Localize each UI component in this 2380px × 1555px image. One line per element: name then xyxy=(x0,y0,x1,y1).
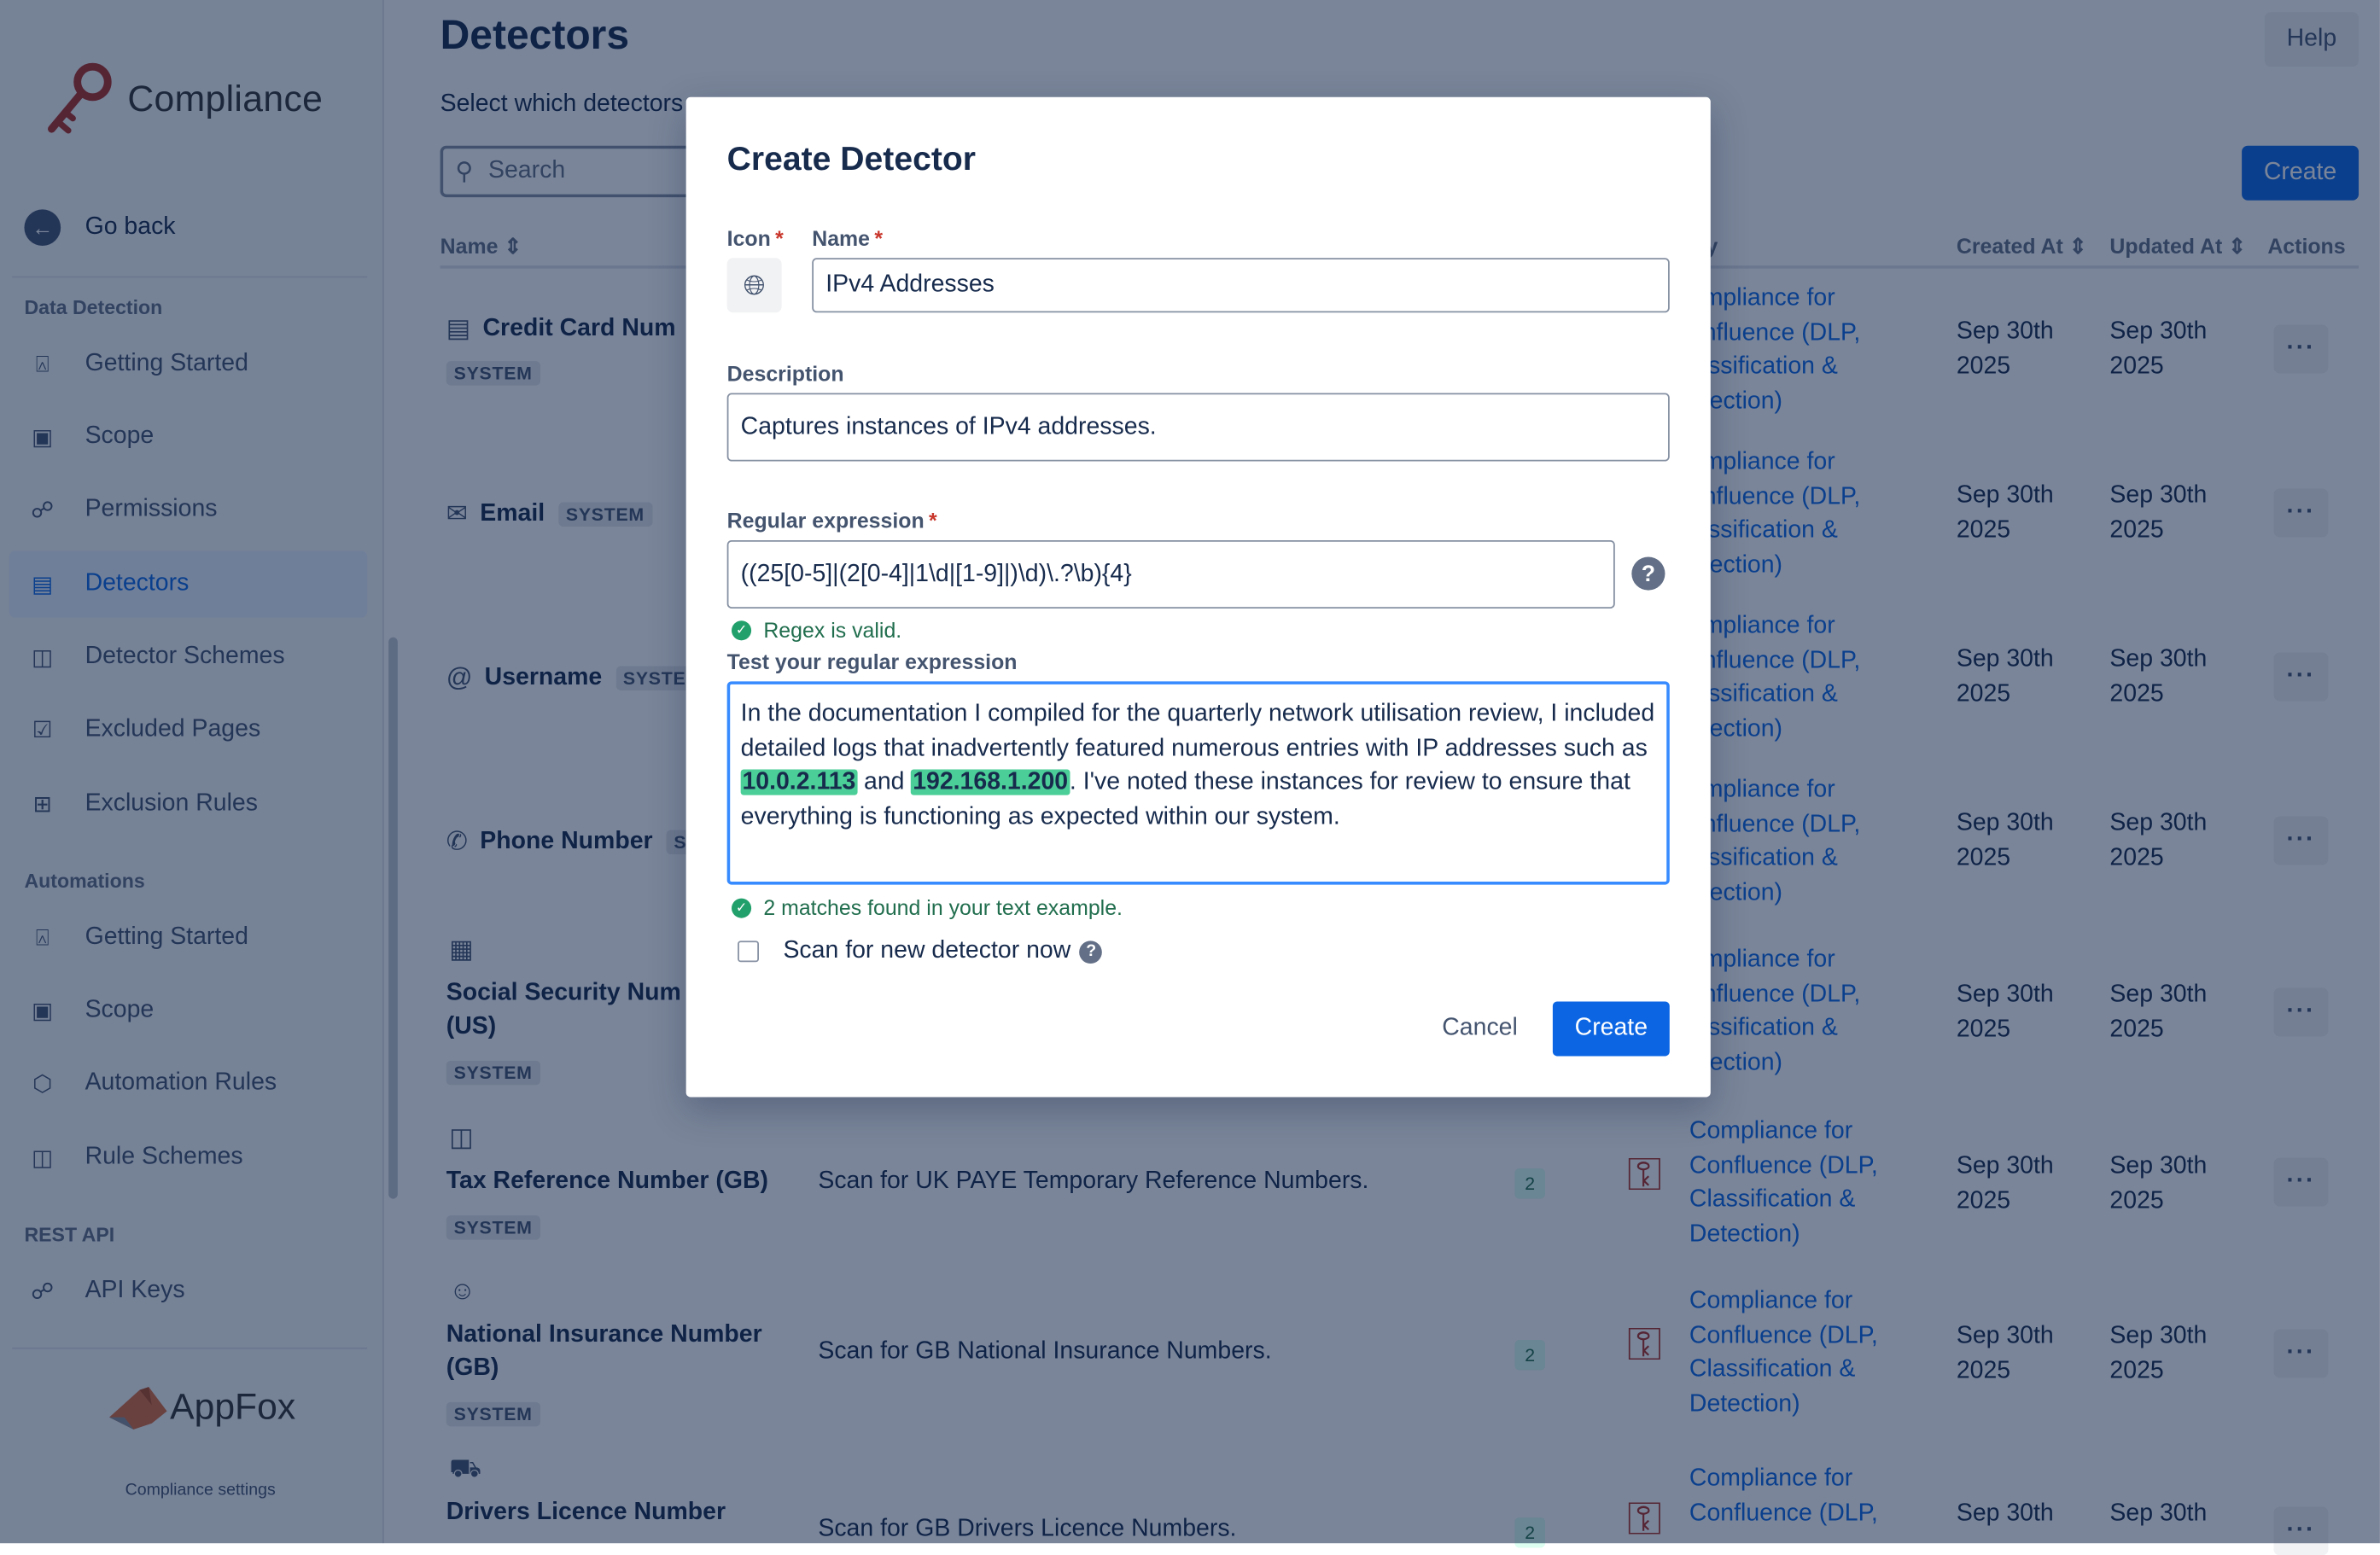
scan-now-checkbox[interactable] xyxy=(738,941,759,962)
name-field[interactable]: IPv4 Addresses xyxy=(812,258,1670,312)
create-detector-modal xyxy=(686,97,1711,1098)
regex-match-highlight: 192.168.1.200 xyxy=(913,769,1069,795)
check-circle-icon: ✓ xyxy=(732,620,751,639)
regex-field[interactable]: ((25[0-5]|(2[0-4]|1\d|[1-9]|)\d)\.?\b){4} xyxy=(727,540,1615,609)
regex-help-icon[interactable]: ? xyxy=(1631,557,1665,591)
test-regex-textarea[interactable]: In the documentation I compiled for the quarterly network utilisation review, I included detailed logs that inadvertently featured numerous entries with IP addresses such as 10.0.2.113 and 192.168.1.200 . I've noted these instances for review to ensure that everything is functioning as expected within our system. xyxy=(727,681,1670,884)
cancel-button[interactable]: Cancel xyxy=(1442,1015,1518,1041)
icon-picker-button[interactable] xyxy=(727,258,782,312)
modal-title: Create Detector xyxy=(726,139,976,178)
scan-now-label: Scan for new detector now xyxy=(783,937,1071,964)
description-field[interactable]: Captures instances of IPv4 addresses. xyxy=(727,393,1670,462)
create-button[interactable]: Create xyxy=(1553,1001,1670,1056)
check-circle-icon: ✓ xyxy=(732,898,751,917)
matches-found-message: ✓ 2 matches found in your text example. xyxy=(732,895,1123,919)
name-label: Name * xyxy=(812,225,884,251)
scan-now-option[interactable] xyxy=(738,938,1102,965)
globe-icon: 🌐︎ xyxy=(743,269,766,300)
regex-label: Regular expression * xyxy=(726,508,937,533)
icon-label: Icon * xyxy=(726,225,784,251)
regex-valid-message: ✓ Regex is valid. xyxy=(732,618,901,642)
description-label: Description xyxy=(726,361,844,386)
scan-help-icon[interactable]: ? xyxy=(1080,940,1103,963)
test-label: Test your regular expression xyxy=(726,649,1018,674)
regex-match-highlight: 10.0.2.113 xyxy=(742,769,856,795)
